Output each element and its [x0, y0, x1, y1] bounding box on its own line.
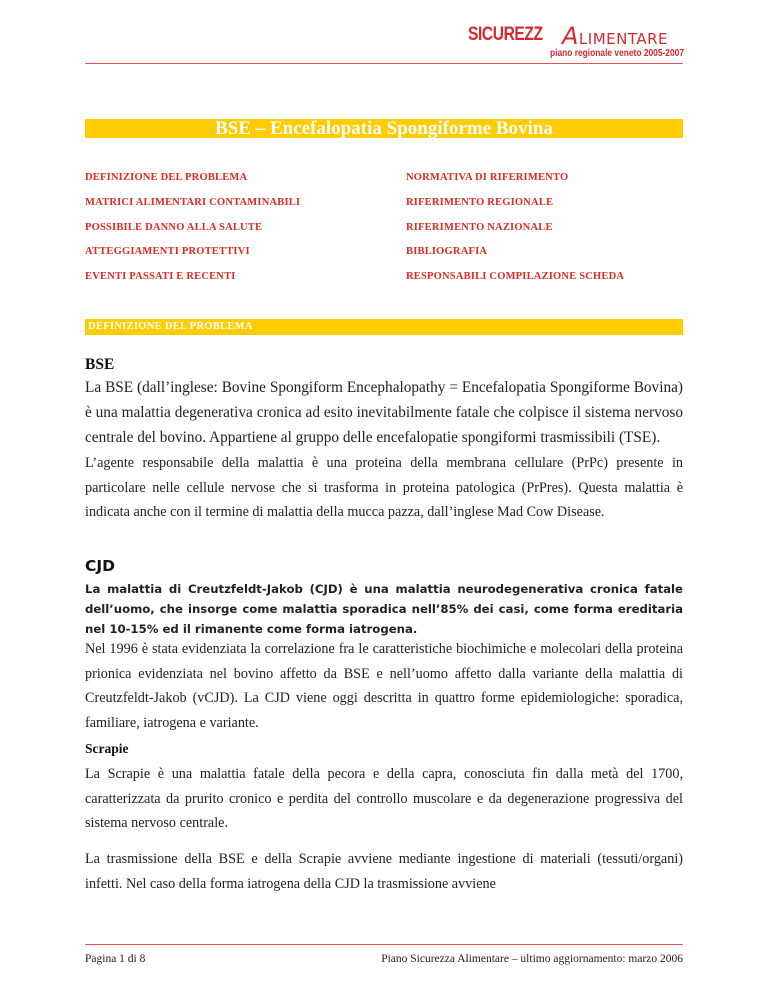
index-link-eventi[interactable]: EVENTI PASSATI E RECENTI	[85, 271, 236, 282]
index-link-riferimento-regionale[interactable]: RIFERIMENTO REGIONALE	[406, 197, 554, 208]
index-link-danno[interactable]: POSSIBILE DANNO ALLA SALUTE	[85, 222, 263, 233]
page-title: BSE – Encefalopatia Spongiforme Bovina	[85, 119, 683, 138]
footer-rule	[85, 944, 683, 945]
logo-word-alimentare: ALIMENTARE	[562, 22, 669, 50]
logo-word-sicurezza: SICUREZZ	[468, 24, 543, 45]
logo-subtitle: piano regionale veneto 2005-2007	[550, 47, 684, 59]
paragraph-bse-agent: L’agente responsabile della malattia è una proteina della membrana cellulare (PrPc) presente in particolare nelle cellule nervose che si trasforma in proteina patologica (PrPres). Questa malattia è indicata anche con il termine di malattia della mucca pazza, dall’inglese Mad Cow Disease.	[85, 455, 683, 520]
footer-page-number: Pagina 1 di 8	[85, 953, 146, 965]
index-link-normativa[interactable]: NORMATIVA DI RIFERIMENTO	[406, 172, 569, 183]
heading-bse: BSE	[85, 356, 115, 373]
index-link-responsabili[interactable]: RESPONSABILI COMPILAZIONE SCHEDA	[406, 271, 625, 282]
paragraph-scrapie-definition: La Scrapie è una malattia fatale della pecora e della capra, conosciuta fin dalla metà del 1700, caratterizzata da prurito cronico e perdita del controllo muscolare e da degenerazione progressiva del sistema nervoso centrale.	[85, 766, 683, 831]
logo	[468, 22, 684, 64]
heading-cjd: CJD	[85, 557, 116, 575]
index-link-matrici[interactable]: MATRICI ALIMENTARI CONTAMINABILI	[85, 197, 301, 208]
index-link-bibliografia[interactable]: BIBLIOGRAFIA	[406, 246, 488, 257]
paragraph-cjd-correlation: Nel 1996 è stata evidenziata la correlazione fra le caratteristiche biochimiche e molecolari della proteina prionica evidenziata nel bovino affetto da BSE e nell’uomo affetto dalla variante della malattia di Creutzfeldt-Jakob (vCJD). La CJD viene oggi descritta in quattro forme epidemiologiche: sporadica, familiare, iatrogena e variante.	[85, 641, 683, 731]
paragraph-transmission: La trasmissione della BSE e della Scrapie avviene mediante ingestione di materiali (tessuti/organi) infetti. Nel caso della forma iatrogena della CJD la trasmissione avviene	[85, 851, 683, 892]
section-header-definizione: DEFINIZIONE DEL PROBLEMA	[85, 319, 683, 335]
footer-note: Piano Sicurezza Alimentare – ultimo aggiornamento: marzo 2006	[381, 953, 683, 965]
header-rule	[85, 63, 683, 64]
paragraph-bse-definition: La BSE (dall’inglese: Bovine Spongiform Encephalopathy = Encefalopatia Spongiforme Bovina) è una malattia degenerativa cronica ad esito inevitabilmente fatale che colpisce il sistema nervoso centrale del bovino. Appartiene al gruppo delle encefalopatie spongiformi trasmissibili (TSE).	[85, 379, 683, 446]
paragraph-cjd-definition: La malattia di Creutzfeldt-Jakob (CJD) è una malattia neurodegenerativa cronica fatale dell’uomo, che insorge come malattia sporadica nell’85% dei casi, come forma ereditaria nel 10-15% ed il rimanente come forma iatrogena.	[85, 582, 683, 636]
index-link-definizione[interactable]: DEFINIZIONE DEL PROBLEMA	[85, 172, 248, 183]
heading-scrapie: Scrapie	[85, 741, 129, 756]
index-link-atteggiamenti[interactable]: ATTEGGIAMENTI PROTETTIVI	[85, 246, 250, 257]
index-link-riferimento-nazionale[interactable]: RIFERIMENTO NAZIONALE	[406, 222, 553, 233]
